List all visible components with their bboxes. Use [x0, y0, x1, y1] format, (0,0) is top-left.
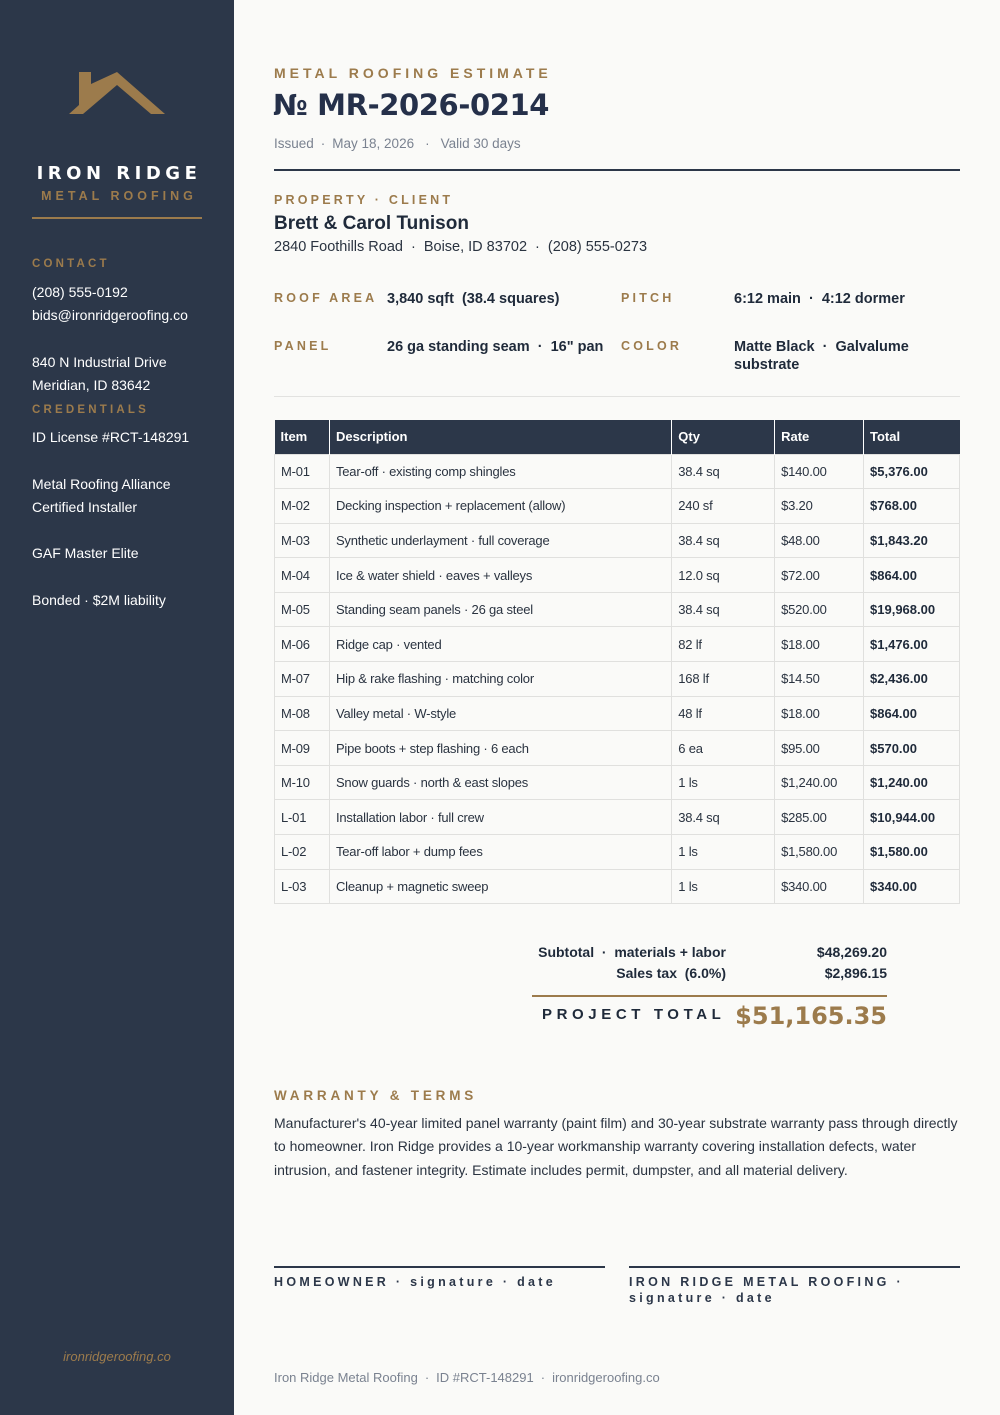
footer-company: Iron Ridge Metal Roofing [274, 1370, 418, 1385]
color-value-line1: Matte Black · Galvalume [734, 339, 909, 355]
footer-license: ID #RCT-148291 [436, 1370, 534, 1385]
color-label: COLOR [621, 339, 683, 353]
contact-email: bids@ironridgeroofing.co [32, 307, 188, 323]
cell-item: M-01 [275, 454, 330, 489]
cell-qty: 82 lf [672, 627, 775, 662]
cell-qty: 48 lf [672, 696, 775, 731]
header-description: Description [329, 420, 671, 454]
roof-icon [67, 70, 167, 116]
validity: Valid 30 days [440, 136, 521, 151]
cell-qty: 6 ea [672, 731, 775, 766]
cell-qty: 1 ls [672, 869, 775, 904]
cell-item: L-02 [275, 835, 330, 870]
cell-total: $19,968.00 [864, 592, 960, 627]
table-body [275, 454, 960, 904]
cell-total: $864.00 [864, 696, 960, 731]
cell-description: Decking inspection + replacement (allow) [329, 489, 671, 524]
table-row [275, 835, 960, 870]
cell-total: $570.00 [864, 731, 960, 766]
client-name: Brett & Carol Tunison [274, 213, 469, 234]
document-kicker: METAL ROOFING ESTIMATE [274, 65, 552, 81]
estimate-number: № MR-2026-0214 [273, 88, 550, 122]
subtotal-label: Subtotal · materials + labor [538, 944, 726, 960]
sidebar-website: ironridgeroofing.co [63, 1349, 171, 1364]
credential-bonded: Bonded · $2M liability [32, 592, 166, 608]
credentials-heading: CREDENTIALS [32, 404, 149, 416]
color-value-line2: substrate [734, 357, 800, 373]
table-header-row [275, 420, 960, 454]
homeowner-signature-line[interactable] [274, 1266, 605, 1268]
totals-divider [532, 995, 887, 997]
company-signature-label-line2: signature · date [629, 1291, 775, 1305]
line-items-table [274, 420, 960, 904]
client-label: PROPERTY · CLIENT [274, 193, 454, 207]
document-meta: Issued · May 18, 2026 · Valid 30 days [274, 136, 521, 151]
cell-total: $768.00 [864, 489, 960, 524]
table-row [275, 869, 960, 904]
contact-phone: (208) 555-0192 [32, 284, 128, 300]
header-qty: Qty [672, 420, 775, 454]
table-row [275, 489, 960, 524]
pitch-label: PITCH [621, 291, 675, 305]
client-city: Boise, ID 83702 [423, 239, 528, 255]
roof-area-label: ROOF AREA [274, 291, 378, 305]
contact-address-line2: Meridian, ID 83642 [32, 377, 151, 393]
table-row [275, 662, 960, 697]
cell-item: M-03 [275, 523, 330, 558]
cell-description: Pipe boots + step flashing · 6 each [329, 731, 671, 766]
cell-qty: 12.0 sq [672, 558, 775, 593]
cell-qty: 38.4 sq [672, 523, 775, 558]
header-total: Total [864, 420, 960, 454]
client-street: 2840 Foothills Road [274, 239, 403, 255]
warranty-heading: WARRANTY & TERMS [274, 1088, 478, 1103]
cell-item: L-01 [275, 800, 330, 835]
contact-heading: CONTACT [32, 258, 110, 270]
cell-description: Cleanup + magnetic sweep [329, 869, 671, 904]
cell-rate: $520.00 [775, 592, 864, 627]
page-footer: Iron Ridge Metal Roofing · ID #RCT-148291 · ironridgeroofing.co [274, 1370, 660, 1385]
cell-description: Tear-off · existing comp shingles [329, 454, 671, 489]
client-address: 2840 Foothills Road · Boise, ID 83702 · (208) 555-0273 [274, 239, 648, 255]
cell-item: M-10 [275, 765, 330, 800]
table-row [275, 592, 960, 627]
cell-qty: 1 ls [672, 835, 775, 870]
project-total-value: $51,165.35 [735, 1002, 887, 1030]
issued-date: May 18, 2026 [332, 136, 415, 151]
cell-rate: $340.00 [775, 869, 864, 904]
cell-rate: $140.00 [775, 454, 864, 489]
cell-item: M-02 [275, 489, 330, 524]
cell-rate: $1,240.00 [775, 765, 864, 800]
brand-divider [32, 217, 202, 219]
cell-description: Ridge cap · vented [329, 627, 671, 662]
header-divider [274, 169, 960, 171]
cell-total: $864.00 [864, 558, 960, 593]
cell-item: M-07 [275, 662, 330, 697]
cell-rate: $14.50 [775, 662, 864, 697]
panel-value: 26 ga standing seam · 16" pan [387, 339, 604, 355]
homeowner-signature-label: HOMEOWNER · signature · date [274, 1275, 556, 1289]
cell-rate: $3.20 [775, 489, 864, 524]
pitch-value: 6:12 main · 4:12 dormer [734, 291, 905, 307]
cell-item: M-05 [275, 592, 330, 627]
cell-total: $10,944.00 [864, 800, 960, 835]
cell-rate: $48.00 [775, 523, 864, 558]
specs-divider [274, 396, 960, 397]
brand-subtitle: METAL ROOFING [41, 189, 197, 203]
sidebar [0, 0, 234, 1415]
cell-item: L-03 [275, 869, 330, 904]
footer-website[interactable]: ironridgeroofing.co [552, 1370, 660, 1385]
cell-qty: 38.4 sq [672, 592, 775, 627]
cell-description: Synthetic underlayment · full coverage [329, 523, 671, 558]
tax-value: $2,896.15 [824, 965, 887, 981]
brand-name: IRON RIDGE [36, 163, 202, 184]
panel-label: PANEL [274, 339, 332, 353]
cell-total: $1,476.00 [864, 627, 960, 662]
cell-description: Tear-off labor + dump fees [329, 835, 671, 870]
cell-qty: 38.4 sq [672, 454, 775, 489]
table-row [275, 523, 960, 558]
cell-total: $5,376.00 [864, 454, 960, 489]
warranty-text: Manufacturer's 40-year limited panel warranty (paint film) and 30-year substrate warranty pass through directly to homeowner. Iron Ridge provides a 10-year workmanship warranty covering installation defects, water intrusion, and fastener integrity. Estimate includes permit, dumpster, and all material delivery. [274, 1115, 958, 1178]
company-signature-label-line1: IRON RIDGE METAL ROOFING · [629, 1275, 904, 1289]
cell-qty: 240 sf [672, 489, 775, 524]
contact-address-line1: 840 N Industrial Drive [32, 354, 167, 370]
cell-rate: $1,580.00 [775, 835, 864, 870]
table-row [275, 558, 960, 593]
project-total-label: PROJECT TOTAL [542, 1006, 726, 1023]
table-row [275, 800, 960, 835]
table-row [275, 696, 960, 731]
cell-description: Installation labor · full crew [329, 800, 671, 835]
subtotal-value: $48,269.20 [816, 944, 887, 960]
cell-qty: 168 lf [672, 662, 775, 697]
cell-rate: $72.00 [775, 558, 864, 593]
cell-description: Hip & rake flashing · matching color [329, 662, 671, 697]
cell-qty: 38.4 sq [672, 800, 775, 835]
cell-total: $1,843.20 [864, 523, 960, 558]
issued-label: Issued [274, 136, 314, 151]
cell-rate: $18.00 [775, 627, 864, 662]
cell-rate: $18.00 [775, 696, 864, 731]
cell-total: $1,580.00 [864, 835, 960, 870]
credential-license: ID License #RCT-148291 [32, 429, 190, 445]
cell-item: M-08 [275, 696, 330, 731]
cell-total: $2,436.00 [864, 662, 960, 697]
table-row [275, 627, 960, 662]
client-phone: (208) 555-0273 [547, 239, 648, 255]
cell-description: Ice & water shield · eaves + valleys [329, 558, 671, 593]
cell-item: M-09 [275, 731, 330, 766]
company-signature-line[interactable] [629, 1266, 960, 1268]
credential-gaf: GAF Master Elite [32, 545, 139, 561]
cell-description: Valley metal · W-style [329, 696, 671, 731]
cell-rate: $95.00 [775, 731, 864, 766]
cell-item: M-06 [275, 627, 330, 662]
header-item: Item [275, 420, 330, 454]
cell-description: Snow guards · north & east slopes [329, 765, 671, 800]
roof-area-value: 3,840 sqft (38.4 squares) [387, 291, 560, 307]
table-row [275, 731, 960, 766]
tax-label: Sales tax (6.0%) [616, 965, 726, 981]
table-row [275, 454, 960, 489]
cell-rate: $285.00 [775, 800, 864, 835]
table-row [275, 765, 960, 800]
cell-description: Standing seam panels · 26 ga steel [329, 592, 671, 627]
header-rate: Rate [775, 420, 864, 454]
cell-qty: 1 ls [672, 765, 775, 800]
cell-total: $1,240.00 [864, 765, 960, 800]
cell-item: M-04 [275, 558, 330, 593]
credential-mra: Metal Roofing Alliance Certified Installer [32, 476, 171, 515]
cell-total: $340.00 [864, 869, 960, 904]
